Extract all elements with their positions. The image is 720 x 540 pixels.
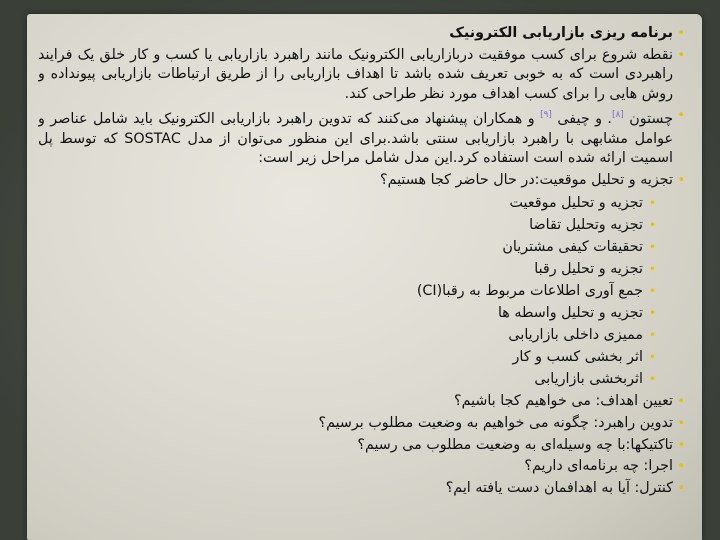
para2-rest: و همکاران پیشنهاد می‌کنند که تدوین راهبرد بازاریابی الکترونیک باید شامل عناصر و عوامل مشابهی با راهبرد بازاریابی سنتی باشد.برای این منظور می‌توان از مدل SOSTAC که توسط پل اسمیت ارائه شده است استفاده کرد.این مدل شامل مراحل زیر است: <box>38 111 673 167</box>
list-item: • تدوین راهبرد: چگونه می خواهیم به وضعیت مطلوب برسیم؟ <box>38 414 685 434</box>
slide-title: برنامه ریزی بازاریابی الکترونیک <box>449 25 673 41</box>
sublist-item: • تجزیه وتحلیل تقاضا <box>38 216 673 236</box>
list-item <box>38 106 685 169</box>
sublist-item: • تجزیه و تحلیل واسطه ها <box>38 304 673 324</box>
list-item <box>38 46 685 105</box>
analysis-sublist <box>38 194 673 390</box>
list-item: • کنترل: آیا به اهدافمان دست یافته ایم؟ <box>38 479 685 499</box>
sublist-item: • اثر بخشی کسب و کار <box>38 348 673 368</box>
sublist-item: • تحقیقات کیفی مشتریان <box>38 238 673 258</box>
main-list <box>38 24 685 498</box>
sublist-item: • تجزیه و تحلیل موقعیت <box>38 194 673 214</box>
list-item: • تاکتیکها:با چه وسیله‌ای به وضعیت مطلوب می رسیم؟ <box>38 436 685 456</box>
list-item: • اجرا: چه برنامه‌ای داریم؟ <box>38 457 685 477</box>
list-item <box>38 171 685 390</box>
list-item <box>38 24 685 44</box>
intro-paragraph: نقطه شروع برای کسب موفقیت دربازاریابی الکترونیک مانند راهبرد بازاریابی یا کسب و کار خلق یک فرایند راهبردی است که به خوبی تعریف شده باشد تا اهداف بازاریابی را از طریق ارتباطات بازاریابی پیونداده و روش هایی را برای کسب اهداف مورد نظر طراحی کند. <box>38 46 673 102</box>
list-item: • تعیین اهداف: می خواهیم کجا باشیم؟ <box>38 392 685 412</box>
sublist-item: • جمع آوری اطلاعات مربوط به رقبا(CI) <box>38 282 673 302</box>
para2-mid: . و چیفی <box>557 111 612 128</box>
slide-content <box>38 24 685 540</box>
sublist-item: • ممیزی داخلی بازاریابی <box>38 326 673 346</box>
citation-link[interactable]: [۹] <box>540 110 552 121</box>
citation-link[interactable]: [۸] <box>611 110 624 121</box>
sublist-item: • اثربخشی بازاریابی <box>38 370 673 390</box>
para2-lead: چستون <box>629 111 674 128</box>
sublist-item: • تجزیه و تحلیل رقبا <box>38 260 673 280</box>
analysis-heading: تجزیه و تحلیل موقعیت:در حال حاضر کجا هستیم؟ <box>380 171 673 188</box>
